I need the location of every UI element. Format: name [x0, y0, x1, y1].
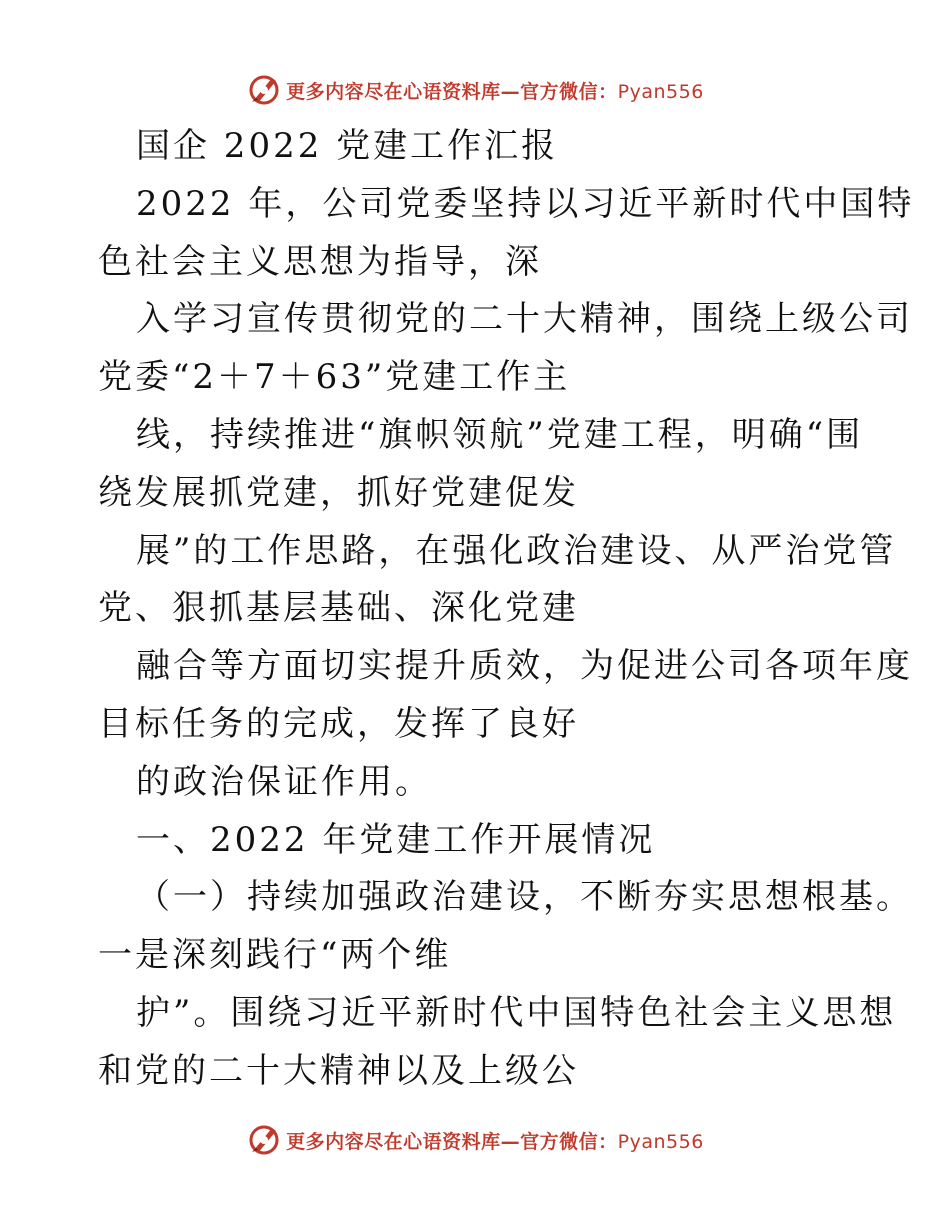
watermark-text: 更多内容尽在心语资料库—官方微信：Pyan556 — [286, 1130, 704, 1153]
text-line: 党、狠抓基层基础、深化党建 — [98, 588, 579, 629]
text-line: 线，持续推进“旗帜领航”党建工程，明确“围 — [136, 414, 864, 455]
text-line: 绕发展抓党建，抓好党建促发 — [98, 472, 579, 513]
text-line: 入学习宣传贯彻党的二十大精神，围绕上级公司 — [136, 299, 913, 340]
text-line: （一）持续加强政治建设，不断夯实思想根基。 — [136, 877, 913, 918]
text-line: 展”的工作思路，在强化政治建设、从严治党管 — [136, 530, 897, 571]
text-line: 护”。围绕习近平新时代中国特色社会主义思想 — [136, 992, 897, 1033]
document-body — [98, 118, 915, 1101]
text-line: 色社会主义思想为指导，深 — [98, 241, 542, 282]
wechat-id: Pyan556 — [617, 80, 704, 103]
text-line: 目标任务的完成，发挥了良好 — [98, 703, 579, 744]
quill-pen-logo-icon — [246, 72, 282, 108]
header-watermark-banner — [0, 70, 950, 110]
text-line: 融合等方面切实提升质效，为促进公司各项年度 — [136, 646, 913, 687]
text-line: 的政治保证作用。 — [136, 761, 432, 802]
footer-watermark-banner — [0, 1120, 950, 1160]
text-line: 党委“2＋7＋63”党建工作主 — [98, 357, 571, 398]
text-line: 一是深刻践行“两个维 — [98, 935, 452, 976]
quill-pen-logo-icon — [246, 1122, 282, 1158]
wechat-id: Pyan556 — [617, 1130, 704, 1153]
text-line: 国企 2022 党建工作汇报 — [136, 126, 559, 166]
text-line: 2022 年，公司党委坚持以习近平新时代中国特 — [136, 183, 915, 224]
text-line: 一、2022 年党建工作开展情况 — [136, 819, 656, 860]
watermark-text: 更多内容尽在心语资料库—官方微信：Pyan556 — [286, 80, 704, 103]
text-line: 和党的二十大精神以及上级公 — [98, 1050, 579, 1091]
